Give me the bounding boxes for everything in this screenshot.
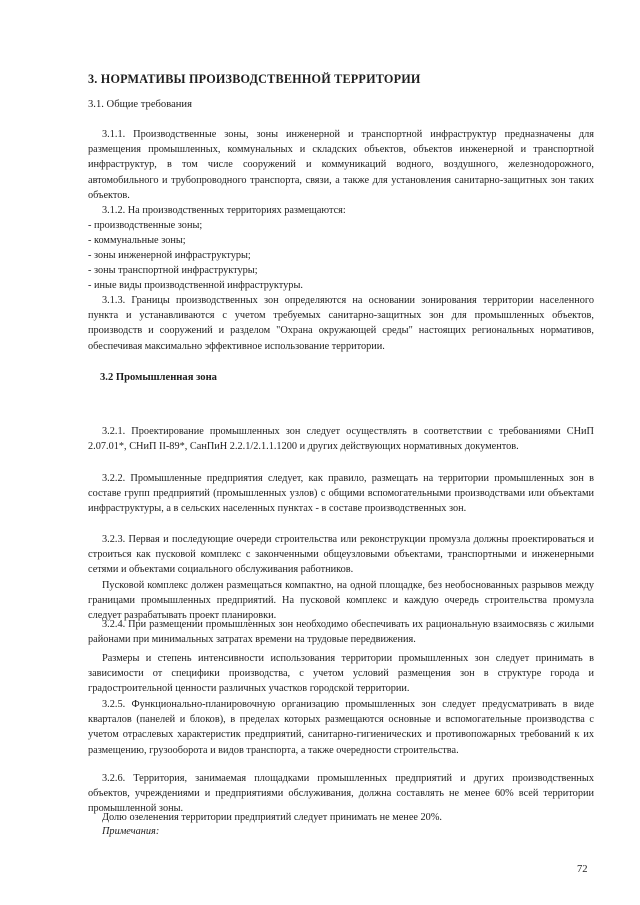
paragraph-3-2-5: 3.2.5. Функционально-планировочную организацию промышленных зон следует предусматривать в виде кварталов (панелей и блоков), в пределах которых размещаются основные и вспомогательные производства с учетом отраслевых характеристик предприятий, санитарно-гигиенических и противопожарных требований к их размещению, грузооборота и видов транспорта, а также очередности строительства. xyxy=(88,699,594,756)
paragraph-3-1-3: 3.1.3. Границы производственных зон определяются на основании зонирования территории населенного пункта и устанавливаются с учетом требуемых санитарно-защитных зон для промышленных объектов, производств и сооружений и разделом "Охрана окружающей среды" настоящих региональных нормативов, обеспечивая максимально эффективное использование территории. xyxy=(88,295,594,352)
paragraph-3-2-4: 3.2.4. При размещении промышленных зон необходимо обеспечивать их рациональную взаимосвязь с жилыми районами при минимальных затратах времени на трудовые передвижения. xyxy=(88,619,594,646)
list-item: - производственные зоны; xyxy=(88,220,203,231)
paragraph-3-2-4-continued: Размеры и степень интенсивности использования территории промышленных зон следует принимать в зависимости от специфики производства, с учетом условий размещения зон в структуре города и градостроительной ценности различных участков городской территории. xyxy=(88,653,594,695)
paragraph-3-2-6: 3.2.6. Территория, занимаемая площадками промышленных предприятий и других производственных объектов, учреждениями и предприятиями обслуживания, должна составлять не менее 60% всей территории промышленной зоны. xyxy=(88,773,594,815)
section-title: 3. НОРМАТИВЫ ПРОИЗВОДСТВЕННОЙ ТЕРРИТОРИИ xyxy=(88,72,421,86)
list-item: - коммунальные зоны; xyxy=(88,235,186,246)
subsection-title-industrial-zone: 3.2 Промышленная зона xyxy=(100,372,217,383)
subsection-title-general: 3.1. Общие требования xyxy=(88,99,192,110)
paragraph-3-2-2: 3.2.2. Промышленные предприятия следует, как правило, размещать на территории промышленных зон в составе групп предприятий (промышленных узлов) с общими вспомогательными производствами или объектами инфраструктуры, а в сельских населенных пунктах - в составе производственных зон. xyxy=(88,473,594,515)
paragraph-3-2-3-continued: Пусковой комплекс должен размещаться компактно, на одной площадке, без необоснованных разрывов между границами промышленных предприятий. На пусковой комплекс и каждую очередь строительства промузла следует разрабатывать проект планировки. xyxy=(88,580,594,622)
paragraph-3-2-6-continued: Долю озеленения территории предприятий следует принимать не менее 20%. xyxy=(102,812,442,823)
paragraph-3-1-1: 3.1.1. Производственные зоны, зоны инженерной и транспортной инфраструктур предназначены для размещения промышленных, коммунальных и складских объектов, объектов инженерной и транспортной инфраструктур, в том числе сооружений и коммуникаций водного, воздушного, железнодорожного, автомобильного и трубопроводного транспорта, связи, а также для установления санитарно-защитных зон таких объектов. xyxy=(88,129,594,201)
list-item: - зоны транспортной инфраструктуры; xyxy=(88,265,258,276)
notes-label: Примечания: xyxy=(102,826,160,837)
paragraph-3-2-1: 3.2.1. Проектирование промышленных зон следует осуществлять в соответствии с требованиями СНиП 2.07.01*, СНиП II-89*, СанПиН 2.2.1/2.1.1.1200 и других действующих нормативных документов. xyxy=(88,426,594,453)
page-number: 72 xyxy=(577,864,588,875)
list-item: - иные виды производственной инфраструктуры. xyxy=(88,280,303,291)
list-item: - зоны инженерной инфраструктуры; xyxy=(88,250,251,261)
paragraph-3-1-2: 3.1.2. На производственных территориях размещаются: xyxy=(102,205,346,216)
paragraph-3-2-3: 3.2.3. Первая и последующие очереди строительства или реконструкции промузла должны проектироваться и строиться как пусковой комплекс с законченными общеузловыми объектами, транспортными и инженерными сетями и объектами социального обслуживания работников. xyxy=(88,534,594,576)
